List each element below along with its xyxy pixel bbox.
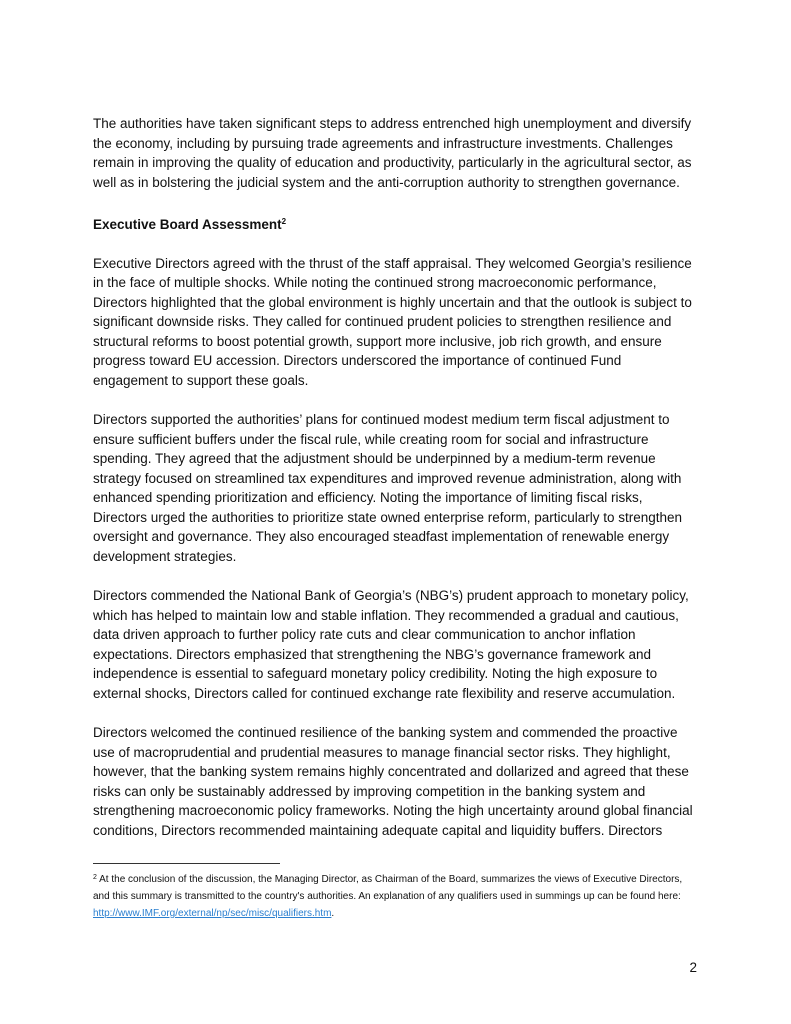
footnote-text: At the conclusion of the discussion, the Managing Director, as Chairman of the Board, summarizes the views of Executive Directors, and this summary is transmitted to the country's authorities. An explanation of any qualifiers used in summings up can be found here: <box>93 874 683 902</box>
section-heading <box>93 212 699 235</box>
paragraph-banking: Directors welcomed the continued resilience of the banking system and commended the proactive use of macroprudential and prudential measures to manage financial sector risks. They highlight, however, that the banking system remains highly concentrated and dollarized and agreed that these risks can only be sustainably addressed by improving competition in the banking system and strengthening macroeconomic policy frameworks. Noting the high uncertainty around global financial conditions, Directors recommended maintaining adequate capital and liquidity buffers. Directors <box>93 725 693 838</box>
page-number: 2 <box>689 960 697 975</box>
paragraph-appraisal: Executive Directors agreed with the thrust of the staff appraisal. They welcomed Georgia’s resilience in the face of multiple shocks. While noting the continued strong macroeconomic performance, Directors highlighted that the global environment is highly uncertain and that the outlook is subject to significant downside risks. They called for continued prudent policies to strengthen resilience and structural reforms to boost potential growth, support more inclusive, job rich growth, and ensure progress toward EU accession. Directors underscored the importance of continued Fund engagement to support these goals. <box>93 255 692 388</box>
footnote-trailing: . <box>331 908 335 919</box>
main-content <box>93 114 699 840</box>
footnote-mark: 2 <box>93 874 97 881</box>
footnote-divider <box>93 863 280 864</box>
section-heading-text: Executive Board Assessment <box>93 217 282 232</box>
intro-paragraph: The authorities have taken significant steps to address entrenched high unemployment and diversify the economy, including by pursuing trade agreements and infrastructure investments. Challenges remain in improving the quality of education and productivity, particularly in the agricultural sector, as well as in bolstering the judicial system and the anti-corruption authority to strengthen governance. <box>93 116 692 190</box>
heading-footnote-mark: 2 <box>281 217 287 226</box>
paragraph-fiscal: Directors supported the authorities’ plans for continued modest medium term fiscal adjustment to ensure sufficient buffers under the fiscal rule, while creating room for social and infrastructure spending. They agreed that the adjustment should be underpinned by a medium-term revenue strategy focused on streamlined tax expenditures and improved revenue administration, along with enhanced spending prioritization and efficiency. Noting the importance of limiting fiscal risks, Directors urged the authorities to prioritize state owned enterprise reform, particularly to strengthen oversight and governance. They also encouraged steadfast implementation of renewable energy development strategies. <box>93 412 683 564</box>
footnote <box>93 869 699 922</box>
paragraph-monetary: Directors commended the National Bank of Georgia’s (NBG’s) prudent approach to monetary policy, which has helped to maintain low and stable inflation. They recommended a gradual and cautious, data driven approach to further policy rate cuts and clear communication to anchor inflation expectations. Directors emphasized that strengthening the NBG’s governance framework and independence is essential to safeguard monetary policy credibility. Noting the high exposure to external shocks, Directors called for continued exchange rate flexibility and reserve accumulation. <box>93 588 689 701</box>
footnote-link[interactable]: http://www.IMF.org/external/np/sec/misc/qualifiers.htm <box>93 908 332 919</box>
